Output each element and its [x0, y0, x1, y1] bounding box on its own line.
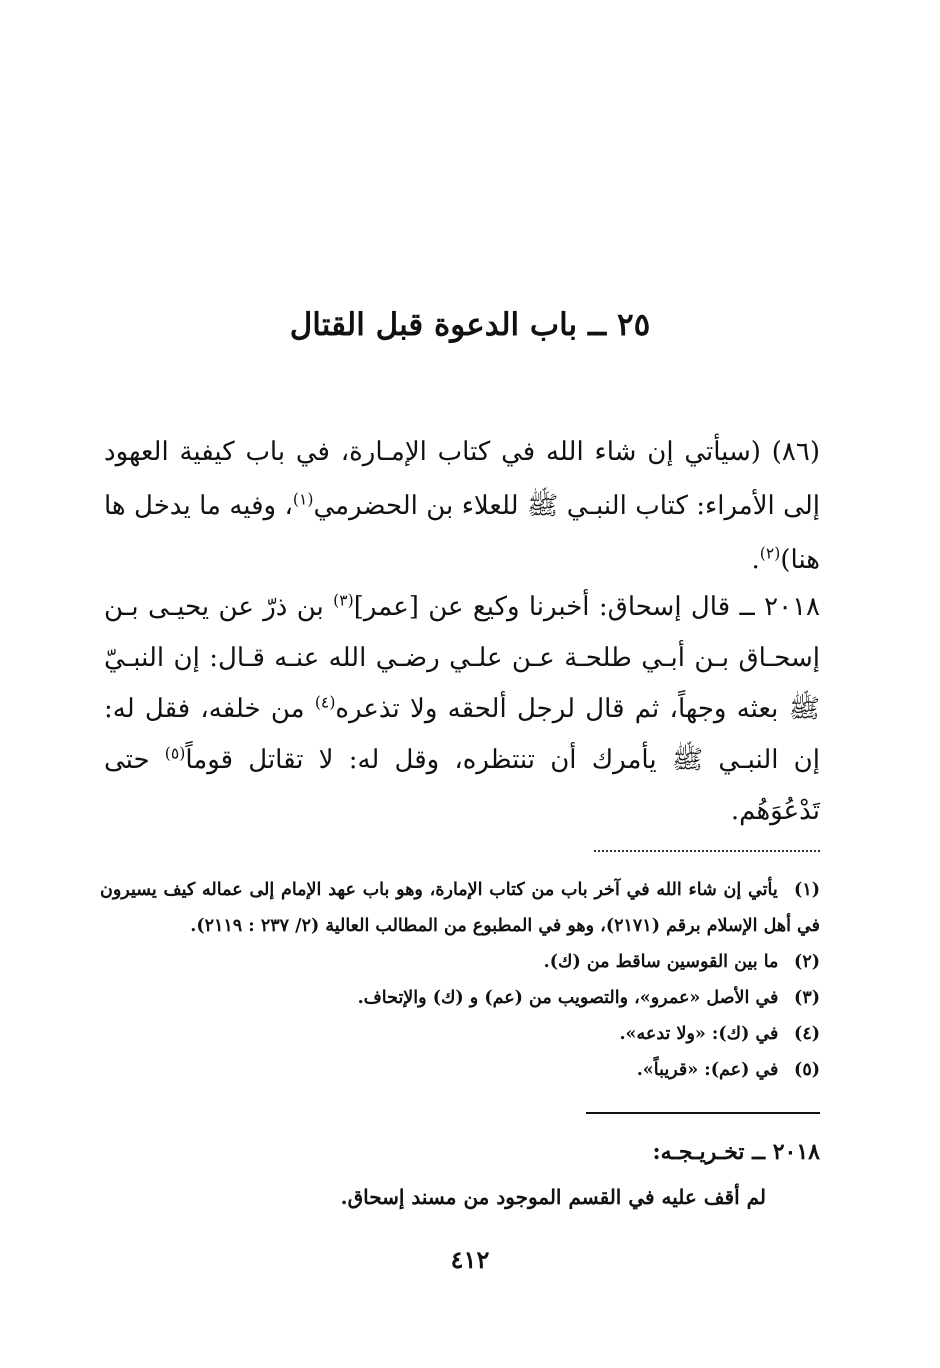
hadith-2018 — [104, 582, 820, 837]
footnote-text: ما بين القوسين ساقط من (ك). — [543, 952, 779, 972]
footnote-number: (١) — [794, 880, 820, 900]
footnote-ref-5: (٥) — [164, 744, 186, 763]
paragraph-86 — [104, 425, 820, 587]
footnote-ref-4: (٤) — [314, 693, 336, 712]
footnote-item — [100, 1016, 820, 1052]
paragraph-86-end: . — [751, 545, 760, 575]
footnote-ref-1: (١) — [292, 490, 314, 509]
footnote-item — [100, 980, 820, 1016]
paragraph-86-text-after-ref1: ، وفيه ما يدخل ها هنا) — [104, 491, 820, 575]
takhrij-text: لم أقف عليه في القسم الموجود من مسند إسحاق. — [340, 1185, 766, 1209]
footnote-number: (٤) — [794, 1024, 820, 1044]
hadith-2018-text-3: من خلفه، فقل له: إن النبـي ﷺ يأمرك أن تنتظره، وقل له: لا تقاتل قوماً — [104, 694, 820, 775]
footnote-item — [100, 944, 820, 980]
footnote-text: في (عم): «قريباً». — [636, 1060, 779, 1080]
footnote-text: يأتي إن شاء الله في آخر باب من كتاب الإمارة، وهو باب عهد الإمام إلى عماله كيف يسيرون في أهل الإسلام برقم (٢١٧١)، وهو في المطبوع من المطالب العالية (٢/ ٢٣٧ : ٢١١٩). — [100, 880, 820, 936]
takhrij-separator — [586, 1112, 820, 1114]
chapter-title: ٢٥ ــ باب الدعوة قبل القتال — [289, 307, 651, 343]
footnote-text: في الأصل «عمرو»، والتصويب من (عم) و (ك) والإتحاف. — [357, 988, 779, 1008]
footnote-number: (٥) — [794, 1060, 820, 1080]
footnote-separator — [594, 850, 820, 852]
footnote-ref-3: (٣) — [333, 591, 354, 610]
footnote-text: في (ك): «ولا تدعه». — [619, 1024, 779, 1044]
hadith-2018-text-2: بن ذرّ عن يحيـى بـن إسحـاق بـن أبـي طلحـة عـن علـي رضـي الله عنـه قـال: إن النبـيّ ﷺ بعثه وجهاً، ثم قال لرجل ألحقه ولا تذعره — [104, 592, 820, 724]
footnote-number: (٢) — [794, 952, 820, 972]
page-number: ٤١٢ — [450, 1245, 490, 1274]
footnote-item — [100, 872, 820, 944]
footnote-number: (٣) — [794, 988, 820, 1008]
hadith-2018-text-1: ٢٠١٨ ــ قال إسحاق: أخبرنا وكيع عن [عمر] — [353, 592, 820, 622]
takhrij-heading: ٢٠١٨ ــ تخـريـجـه: — [652, 1139, 820, 1165]
footnote-ref-2: (٢) — [759, 544, 781, 563]
footnotes-list — [100, 872, 820, 1088]
hadith-2018-text-4: حتى تَدْعُوَهُم. — [104, 745, 820, 826]
paragraph-86-text: (٨٦) (سيأتي إن شاء الله في كتاب الإمـارة، في باب كيفية العهود إلى الأمراء: كتاب النبـي ﷺ للعلاء بن الحضرمي — [104, 437, 820, 521]
footnote-item — [100, 1052, 820, 1088]
